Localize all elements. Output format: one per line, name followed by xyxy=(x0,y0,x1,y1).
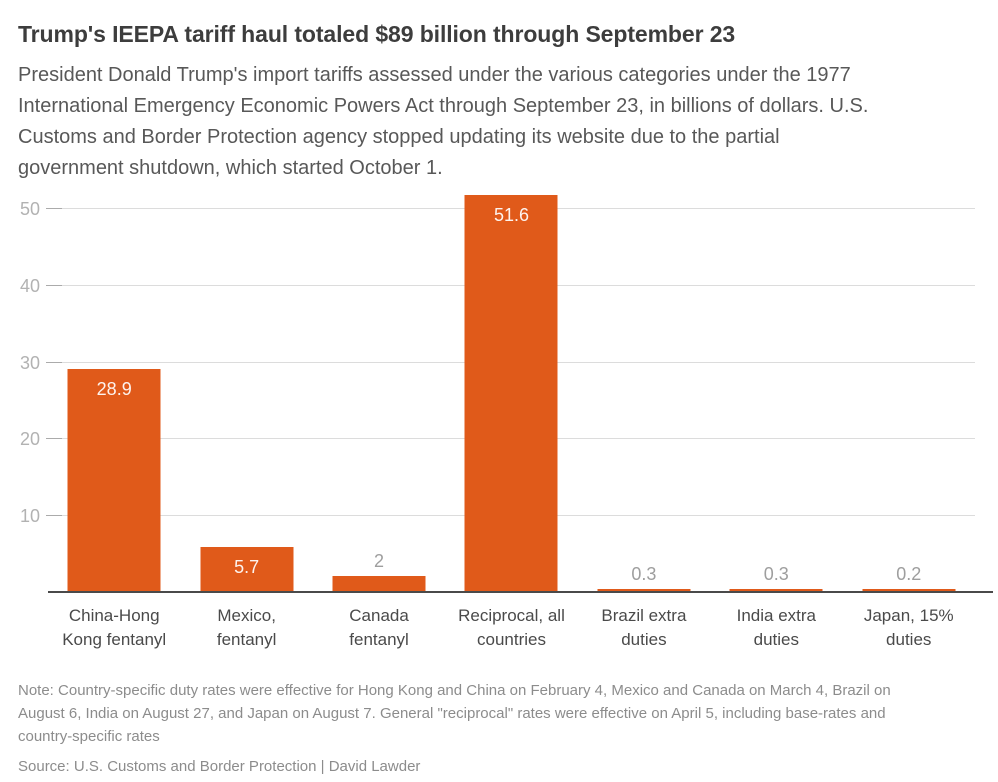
note-line: Note: Country-specific duty rates were effective for Hong Kong and China on February 4, Mexico and Canada on March 4, Brazil on xyxy=(18,682,891,699)
bar-slot xyxy=(578,193,710,591)
x-axis-category-label xyxy=(578,604,710,652)
subtitle-line: government shutdown, which started October 1. xyxy=(18,157,443,179)
source-line: Source: U.S. Customs and Border Protection | David Lawder xyxy=(18,758,421,775)
y-axis-tick-label: 10 xyxy=(19,506,40,527)
bar-value-label: 5.7 xyxy=(234,557,260,578)
x-axis-category-line: duties xyxy=(621,630,667,649)
bar xyxy=(333,550,426,591)
bar xyxy=(465,195,558,591)
x-axis-category-label xyxy=(313,604,445,652)
bar-slot xyxy=(843,193,975,591)
x-axis-category-line: duties xyxy=(886,630,932,649)
x-axis-category-label xyxy=(445,604,577,652)
plot-area xyxy=(18,193,993,593)
x-axis-category-label xyxy=(843,604,975,652)
note-line: country-specific rates xyxy=(18,728,160,745)
x-axis-category-line: India extra xyxy=(736,606,817,625)
x-axis-category-label xyxy=(180,604,312,652)
bar-value-label: 0.3 xyxy=(763,563,789,584)
chart-subtitle xyxy=(18,60,980,184)
x-axis-category-line: China-Hong xyxy=(68,606,160,625)
bar xyxy=(68,369,161,591)
bar-slot xyxy=(313,193,445,591)
x-axis-category-line: Mexico, xyxy=(217,606,276,625)
bar-value-label: 0.3 xyxy=(631,563,657,584)
bar-slot xyxy=(180,193,312,591)
bar-slot xyxy=(48,193,180,591)
x-axis-category-line: Reciprocal, all xyxy=(458,606,565,625)
y-axis-tick-label: 20 xyxy=(19,429,40,450)
note-line: August 6, India on August 27, and Japan on August 7. General "reciprocal" rates were effective on April 5, including base-rates and xyxy=(18,705,886,722)
bars-area xyxy=(48,193,975,591)
x-axis-category-line: Kong fentanyl xyxy=(62,630,167,649)
subtitle-line: International Emergency Economic Powers Act through September 23, in billions of dollars. U.S. xyxy=(18,95,869,117)
x-axis-category-line: Japan, 15% xyxy=(863,606,954,625)
x-axis-category-label xyxy=(48,604,180,652)
x-axis-category-line: fentanyl xyxy=(349,630,409,649)
bar-chart xyxy=(18,193,998,652)
chart-title: Trump's IEEPA tariff haul totaled $89 billion through September 23 xyxy=(18,21,736,47)
x-axis-line xyxy=(48,591,993,593)
bar xyxy=(200,547,293,591)
bar-slot xyxy=(445,193,577,591)
y-axis-tick-label: 50 xyxy=(19,199,40,219)
x-axis-category-line: duties xyxy=(753,630,799,649)
x-axis-category-line: countries xyxy=(476,630,546,649)
bar-slot xyxy=(710,193,842,591)
chart-note xyxy=(18,679,980,748)
y-axis-tick-label: 40 xyxy=(19,275,40,296)
x-axis-category-line: Brazil extra xyxy=(601,606,687,625)
x-axis-labels xyxy=(48,604,975,652)
x-axis-category-label xyxy=(710,604,842,652)
bar-value-label: 28.9 xyxy=(96,379,132,400)
bar-value-label: 51.6 xyxy=(493,204,529,225)
bar-value-label: 0.2 xyxy=(896,564,922,585)
x-axis-category-line: Canada xyxy=(349,606,409,625)
bar-value-label: 2 xyxy=(374,550,385,571)
subtitle-line: Customs and Border Protection agency stopped updating its website due to the partial xyxy=(18,126,780,148)
x-axis-category-line: fentanyl xyxy=(216,630,277,649)
y-axis-tick-label: 30 xyxy=(19,352,40,373)
subtitle-line: President Donald Trump's import tariffs assessed under the various categories under the 1977 xyxy=(18,64,851,86)
